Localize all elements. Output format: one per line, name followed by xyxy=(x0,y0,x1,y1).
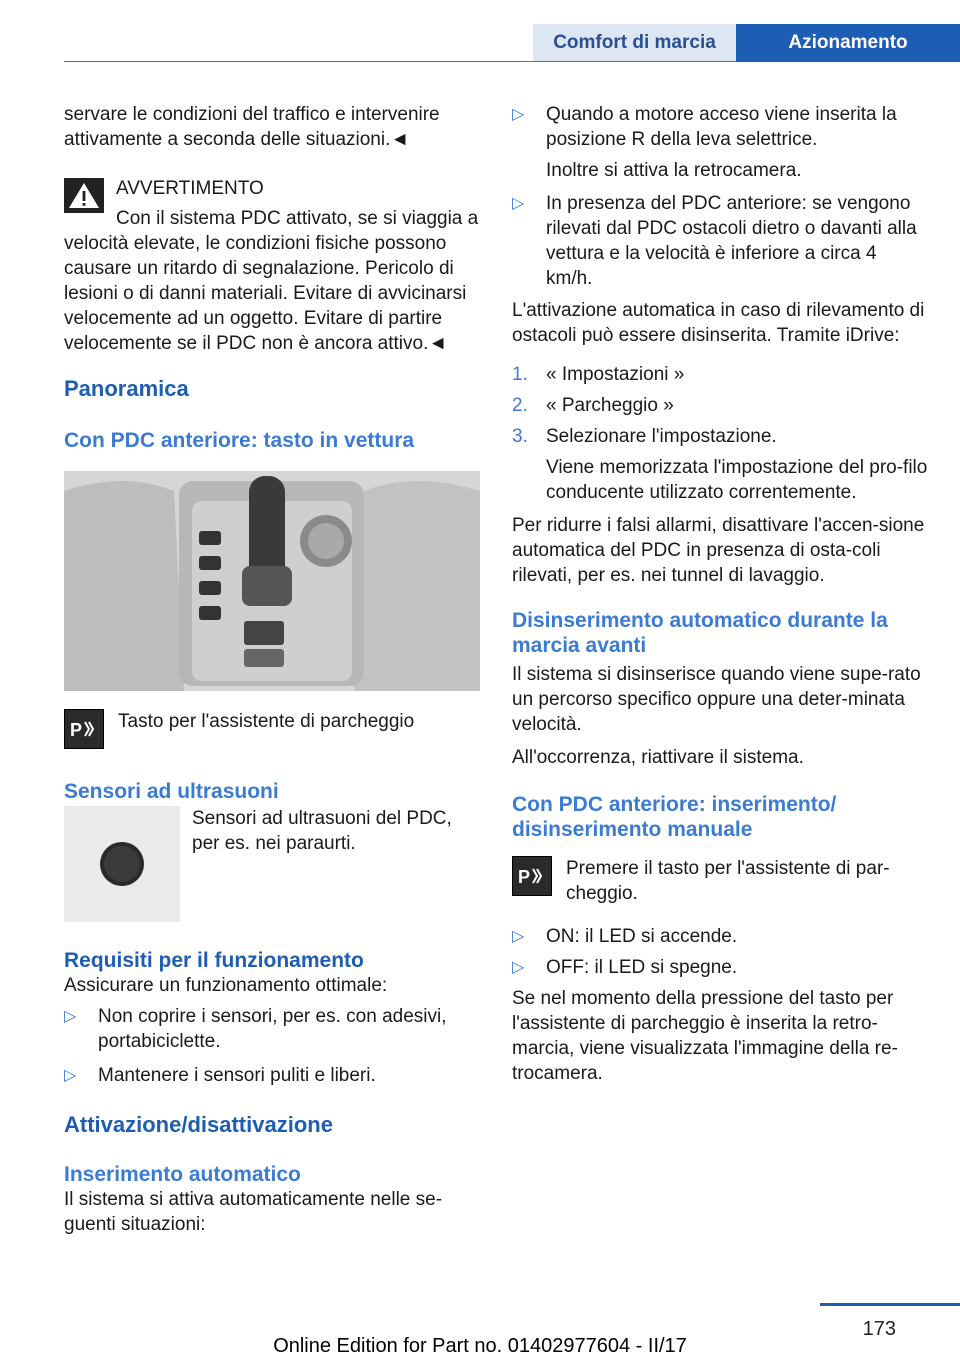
console-photo xyxy=(64,471,480,691)
heading-tasto: Con PDC anteriore: tasto in vettura xyxy=(64,429,415,452)
tasto-label: Tasto per l'assistente di parcheggio xyxy=(118,711,415,732)
edition-footer: Online Edition for Part no. 01402977604 - II/17 xyxy=(273,1335,687,1357)
sensori-row xyxy=(64,806,484,922)
para-falsi-allarmi: Per ridurre i falsi allarmi, disattivare l'accen-sione automatica del PDC in presenza di osta-coli rilevati, per es. nei tunnel di lavaggio. xyxy=(512,515,925,586)
step-text: Selezionare l'impostazione. xyxy=(546,426,777,447)
triangle-bullet-icon: ▷ xyxy=(512,959,525,976)
list-item-text: OFF: il LED si spegne. xyxy=(546,957,738,978)
heading-manuale: Con PDC anteriore: inserimento/ disinserimento manuale xyxy=(512,793,837,841)
disins-text: Il sistema si disinserisce quando viene supe-rato un percorso specifico oppure una deter-minata velocità. xyxy=(512,664,921,735)
list-item xyxy=(512,955,928,980)
list-item xyxy=(64,1004,484,1054)
step3-sub: Viene memorizzata l'impostazione del pro-filo conducente utilizzato correntemente. xyxy=(546,457,928,503)
parking-assist-icon xyxy=(512,856,552,896)
triangle-bullet-icon: ▷ xyxy=(64,1067,77,1084)
triangle-bullet-icon: ▷ xyxy=(512,195,525,212)
heading-sensori: Sensori ad ultrasuoni xyxy=(64,780,279,803)
heading-attivazione: Attivazione/disattivazione xyxy=(64,1112,333,1137)
warning-block xyxy=(64,176,484,356)
warning-title: AVVERTIMENTO xyxy=(116,178,264,199)
tab-section[interactable]: Comfort di marcia xyxy=(533,24,736,61)
list-item xyxy=(512,924,928,949)
heading-inserimento: Inserimento automatico xyxy=(64,1163,301,1186)
console-illustration xyxy=(64,471,480,691)
list-item-text: Quando a motore acceso viene inserita la posizione R della leva selettrice. xyxy=(546,104,897,150)
disins-text2: All'occorrenza, riattivare il sistema. xyxy=(512,747,804,768)
step-item xyxy=(512,393,928,418)
sensor-photo xyxy=(64,806,180,922)
intro-text: servare le condizioni del traffico e intervenire attivamente a seconda delle situazioni.◄ xyxy=(64,104,440,150)
footer-accent xyxy=(820,1303,960,1306)
tab-active[interactable]: Azionamento xyxy=(736,24,960,62)
requisiti-intro: Assicurare un funzionamento ottimale: xyxy=(64,975,388,996)
svg-text:P: P xyxy=(518,867,531,887)
sensori-text: Sensori ad ultrasuoni del PDC, per es. nei paraurti. xyxy=(192,808,452,854)
list-item-text: ON: il LED si accende. xyxy=(546,926,738,947)
step-text: « Parcheggio » xyxy=(546,395,674,416)
triangle-bullet-icon: ▷ xyxy=(64,1008,77,1025)
warning-text: Con il sistema PDC attivato, se si viaggia a velocità elevate, le condizioni fisiche possono causare un ritardo di segnalazione. Pericolo di lesioni o di danni materiali. Evitare di avvicinarsi velocemente ad un oggetto. Evitare di partire velocemente se il PDC non è ancora attivo.◄ xyxy=(64,208,479,354)
heading-requisiti: Requisiti per il funzionamento xyxy=(64,949,364,972)
page-number: 173 xyxy=(862,1318,896,1340)
heading-disinserimento: Disinserimento automatico durante la marcia avanti xyxy=(512,609,888,657)
step-number: 1. xyxy=(512,364,528,385)
list-item xyxy=(512,191,928,291)
list-item-text: In presenza del PDC anteriore: se vengono rilevati dal PDC ostacoli dietro o davanti alla vettura e la velocità è inferiore a circa 4 km/h. xyxy=(546,193,917,289)
sensor-icon xyxy=(92,834,152,894)
list-item xyxy=(64,1063,484,1088)
triangle-bullet-icon: ▷ xyxy=(512,928,525,945)
step-number: 2. xyxy=(512,395,528,416)
left-column xyxy=(64,102,484,1237)
heading-panoramica: Panoramica xyxy=(64,376,189,401)
svg-text:P: P xyxy=(70,720,83,740)
step-text: « Impostazioni » xyxy=(546,364,685,385)
step-item xyxy=(512,424,928,449)
manuale-row xyxy=(512,856,928,906)
right-column xyxy=(512,102,928,1086)
step-item xyxy=(512,362,928,387)
list-item xyxy=(512,102,928,152)
parking-assist-icon xyxy=(64,709,104,749)
tasto-row xyxy=(64,709,484,749)
bullet1-sub: Inoltre si attiva la retrocamera. xyxy=(546,160,802,181)
warning-icon xyxy=(64,178,104,213)
list-item-text: Non coprire i sensori, per es. con adesivi, portabiciclette. xyxy=(98,1006,447,1052)
inserimento-text: Il sistema si attiva automaticamente nelle se-guenti situazioni: xyxy=(64,1189,443,1235)
step-number: 3. xyxy=(512,426,528,447)
manuale-text: Premere il tasto per l'assistente di par-cheggio. xyxy=(566,858,890,904)
para-retrocamera: Se nel momento della pressione del tasto per l'assistente di parcheggio è inserita la retro-marcia, viene visualizzata l'immagine della re-trocamera. xyxy=(512,988,898,1084)
list-item-text: Mantenere i sensori puliti e liberi. xyxy=(98,1065,376,1086)
triangle-bullet-icon: ▷ xyxy=(512,106,525,123)
para-idrive: L'attivazione automatica in caso di rilevamento di ostacoli può essere disinserita. Tramite iDrive: xyxy=(512,300,925,346)
